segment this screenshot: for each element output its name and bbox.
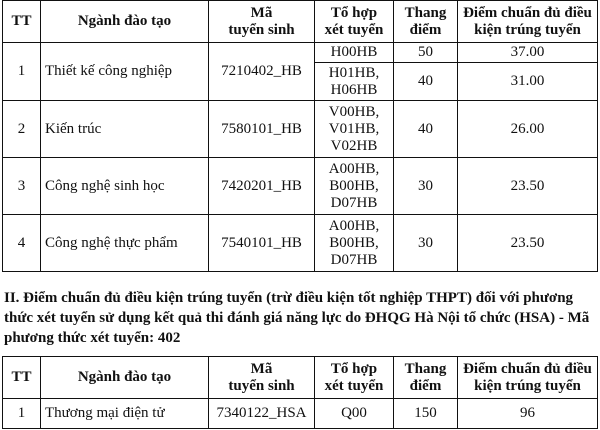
table-header-row — [3, 1, 598, 43]
cell-thang: 50 — [394, 43, 458, 63]
header-diem: Điểm chuẩn đủ điều kiện trúng tuyển — [458, 1, 598, 43]
cell-tohop: Q00 — [315, 399, 394, 429]
cell-tohop: A00HB, B00HB, D07HB — [315, 158, 394, 215]
admission-table-hb — [2, 0, 598, 272]
cell-tt: 4 — [3, 215, 41, 272]
cell-ma: 7540101_HB — [209, 215, 315, 272]
cell-ma: 7340122_HSA — [209, 399, 315, 429]
header-nganh: Ngành đào tạo — [41, 1, 209, 43]
cell-diem: 96 — [458, 399, 598, 429]
cell-tohop: H00HB — [315, 43, 394, 63]
cell-tohop: V00HB, V01HB, V02HB — [315, 101, 394, 158]
cell-ma: 7210402_HB — [209, 43, 315, 101]
cell-thang: 40 — [394, 63, 458, 101]
cell-diem: 26.00 — [458, 101, 598, 158]
cell-thang: 150 — [394, 399, 458, 429]
cell-tt: 2 — [3, 101, 41, 158]
cell-diem: 31.00 — [458, 63, 598, 101]
cell-tt: 3 — [3, 158, 41, 215]
cell-ma: 7420201_HB — [209, 158, 315, 215]
cell-diem: 23.50 — [458, 215, 598, 272]
header-ma: Mã tuyển sinh — [209, 357, 315, 399]
admission-table-hsa — [2, 356, 598, 429]
header-tohop: Tổ hợp xét tuyển — [315, 357, 394, 399]
header-ma: Mã tuyển sinh — [209, 1, 315, 43]
cell-ma: 7580101_HB — [209, 101, 315, 158]
cell-tohop: H01HB, H06HB — [315, 63, 394, 101]
cell-tohop: A00HB, B00HB, D07HB — [315, 215, 394, 272]
cell-thang: 30 — [394, 215, 458, 272]
table-row — [3, 101, 598, 158]
section-ii-heading: II. Điểm chuẩn đủ điều kiện trúng tuyển (trừ điều kiện tốt nghiệp THPT) đối với phương thức xét tuyển sử dụng kết quả thi đánh giá năng lực do ĐHQG Hà Nội tổ chức (HSA) - Mã phương thức xét tuyển: 402 — [4, 290, 590, 346]
table-row — [3, 43, 598, 63]
cell-tt: 1 — [3, 43, 41, 101]
cell-diem: 37.00 — [458, 43, 598, 63]
table-row — [3, 158, 598, 215]
cell-nganh: Kiến trúc — [41, 101, 209, 158]
cell-diem: 23.50 — [458, 158, 598, 215]
cell-nganh: Thương mại điện tử — [41, 399, 209, 429]
table-row — [3, 215, 598, 272]
header-tt: TT — [3, 357, 41, 399]
header-diem: Điểm chuẩn đủ điều kiện trúng tuyển — [458, 357, 598, 399]
table-header-row — [3, 357, 598, 399]
cell-nganh: Thiết kế công nghiệp — [41, 43, 209, 101]
cell-tt: 1 — [3, 399, 41, 429]
cell-nganh: Công nghệ thực phẩm — [41, 215, 209, 272]
header-nganh: Ngành đào tạo — [41, 357, 209, 399]
cell-nganh: Công nghệ sinh học — [41, 158, 209, 215]
cell-thang: 30 — [394, 158, 458, 215]
header-thang: Thang điểm — [394, 1, 458, 43]
header-tt: TT — [3, 1, 41, 43]
table-row — [3, 399, 598, 429]
header-thang: Thang điểm — [394, 357, 458, 399]
header-tohop: Tổ hợp xét tuyển — [315, 1, 394, 43]
cell-thang: 40 — [394, 101, 458, 158]
